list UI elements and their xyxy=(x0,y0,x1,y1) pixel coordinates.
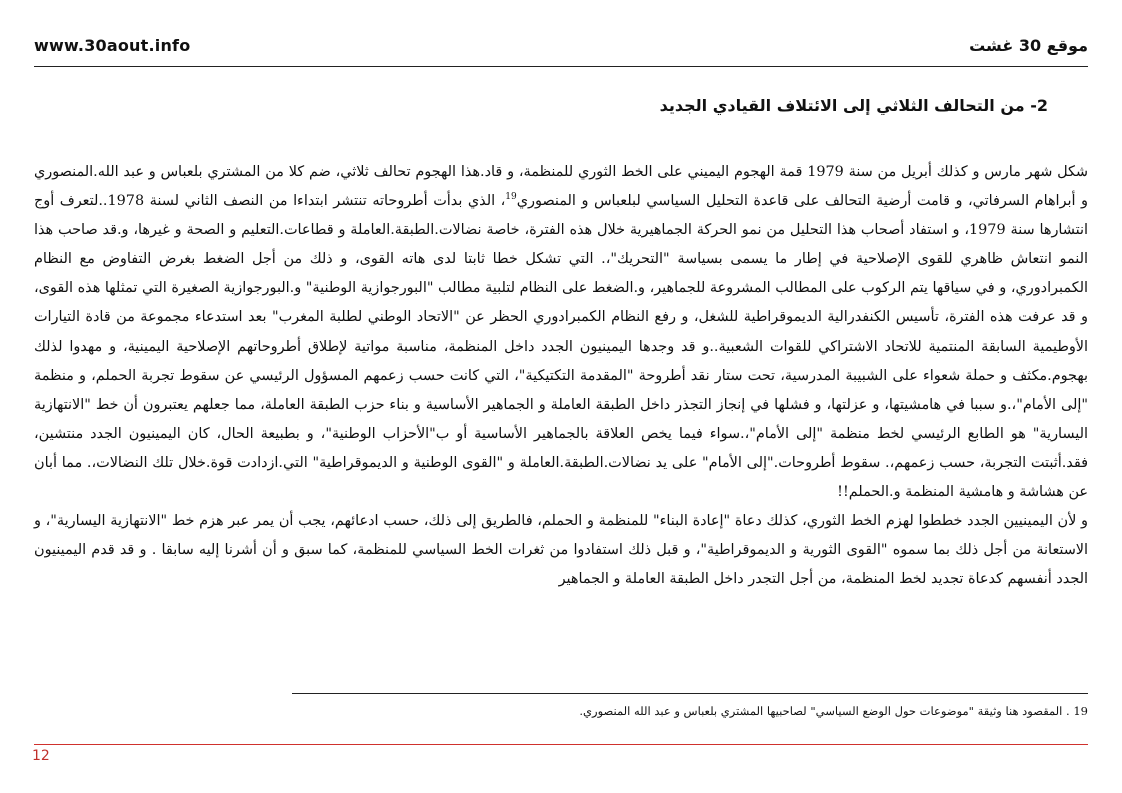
page-footer-rule xyxy=(34,744,1088,745)
paragraph-1 xyxy=(34,158,1088,507)
paragraph-2: و لأن اليمينيين الجدد خططوا لهزم الخط الثوري، كذلك دعاة "إعادة البناء" للمنظمة و الحملم، فالطريق إلى ذلك، حسب ادعائهم، يجب أن يمر عبر هزم خط "الانتهازية اليسارية"، و الاستعانة من أجل ذلك بما سموه "القوى الثورية و الديموقراطية"، و قبل ذلك استفادوا من ثغرات الخط السياسي للمنظمة، كما سبق و أن أشرنا إليه سابقا . و قد قدم اليمينيون الجدد أنفسهم كدعاة تجديد لخط المنظمة، من أجل التجدر داخل الطبقة العاملة و الجماهير xyxy=(34,513,1088,588)
section-title: 2- من التحالف الثلاثي إلى الائتلاف القيادي الجديد xyxy=(659,96,1048,115)
footnote-ref: 19 xyxy=(505,192,517,203)
header-rule xyxy=(34,66,1088,67)
paragraph-1-part-b: ، الذي بدأت أطروحاته تنتشر ابتداءا من النصف الثاني لسنة 1978..لتعرف أوج انتشارها سنة 1979، و استفاد أصحاب هذا التحليل من نمو الحركة الجماهيرية خلال هذه الفترة، خاصة نضالات.الطبقة.العاملة و قطاعات.التعليم و الصحة و غيرها، و.قد صاحب هذا النمو انتعاش ظاهري للقوى الإصلاحية في إطار ما يسمى بسياسة "التحريك"،. التي تشكل خطا ثابتا لدى هاته القوى، و ذلك من أجل الضغط بغرض التفاوض مع النظام الكمبرادوري، و في سياقها يتم الركوب على المطالب المشروعة للجماهير، و.الضغط على النظام لتلبية مطالب "البورجوازية الوطنية" و.البورجوازية الصغيرة التي تمثلها هذه القوى، و قد عرفت هذه الفترة، تأسيس الكنفدرالية الديموقراطية للشغل، و رفع النظام الكمبرادوري الحظر عن "الاتحاد الوطني لطلبة المغرب" بعد استدعاء مجموعة من قادة التيارات الأوطيمية السابقة المنتمية للاتحاد الاشتراكي للقوات الشعبية..و قد وجدها اليمينيون الجدد داخل المنظمة، مناسبة مواتية لإطلاق أطروحاتهم الإصلاحية اليمينية، و مهدوا لذلك بهجوم.مكثف و حملة شعواء على الشبيبة المدرسية، تحت ستار نقد أطروحة "المقدمة التكتيكية"، التي كانت حسب زعمهم المسؤول الرئيسي عن سقوط تجربة الحملم، و منظمة "إلى الأمام"،.و سببا في هامشيتها، و عزلتها، و فشلها في إنجاز التجذر داخل الطبقة العاملة و الجماهير الأساسية و بناء حزب الطبقة العاملة، مما جعلهم يعتبرون أن خط "الانتهازية اليسارية" هو الطابع الرئيسي لخط منظمة "إلى الأمام"،.سواء فيما يخص العلاقة بالجماهير الأساسية أو ب"الأحزاب الوطنية"، و بطبيعة الحال، كان اليمينيون الجدد منتشين، فقد.أثبتت التجربة، حسب زعمهم،. سقوط أطروحات."إلى الأمام" على يد نضالات.الطبقة.العاملة و "القوى الوطنية و الديموقراطية" التي.ازدادت قوة.خلال تلك النضالات،. مما أبان عن هشاشة و هامشية المنظمة و.الحملم!! xyxy=(34,193,1088,501)
page-number: 12 xyxy=(32,748,50,764)
site-url: www.30aout.info xyxy=(34,36,191,55)
body-text xyxy=(34,158,1088,594)
footnote: 19 . المقصود هنا وثيقة "موضوعات حول الوضع السياسي" لصاحبيها المشتري بلعباس و عبد الله المنصوري. xyxy=(579,704,1088,718)
paragraph-1-part-a: شكل شهر مارس و كذلك أبريل من سنة 1979 قمة الهجوم اليميني على الخط الثوري للمنظمة، و قاد.هذا الهجوم تحالف ثلاثي، ضم كلا من المشتري بلعباس و عبد الله.المنصوري و أبراهام السرفاتي، و قامت أرضية التحالف على قاعدة التحليل السياسي لبلعباس و المنصوري xyxy=(34,164,1088,210)
footnote-rule xyxy=(292,693,1088,694)
site-name: موقع 30 غشت xyxy=(969,36,1088,55)
